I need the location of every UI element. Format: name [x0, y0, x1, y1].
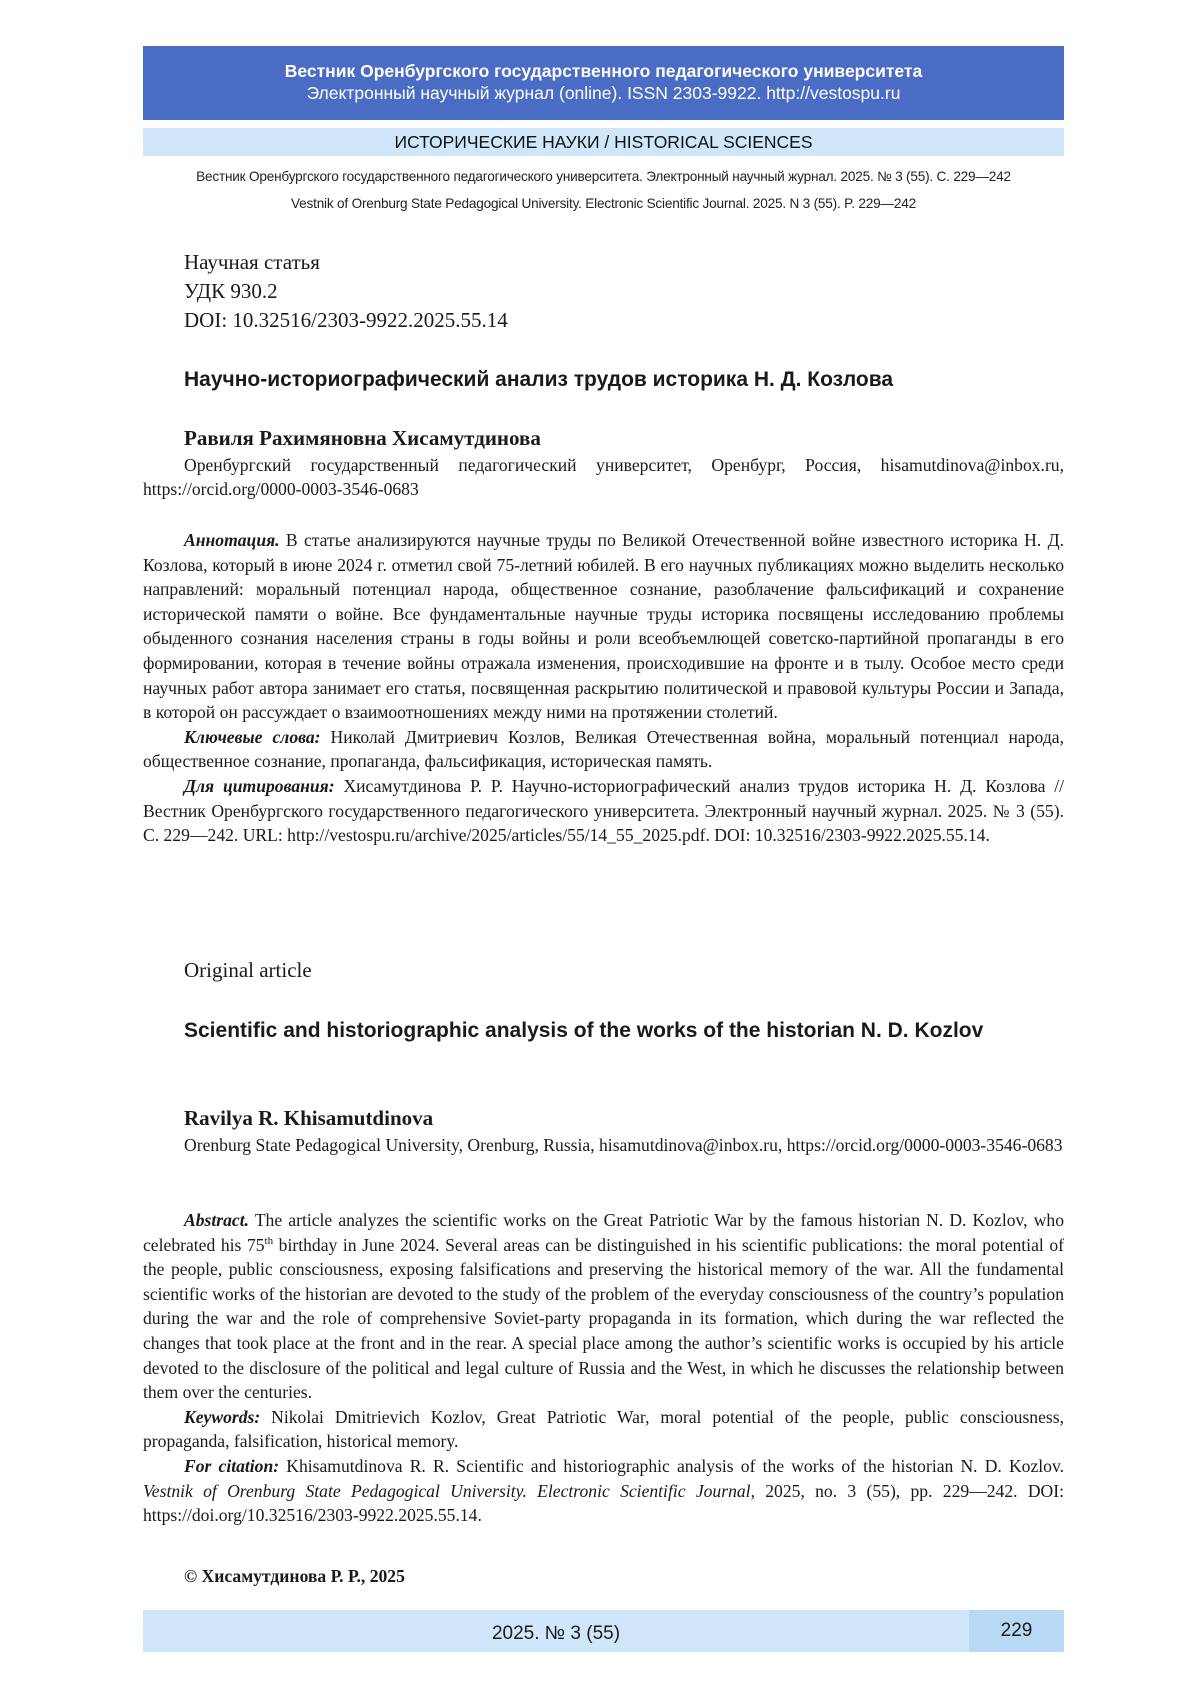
page-number: 229 [969, 1610, 1064, 1652]
doi: DOI: 10.32516/2303-9922.2025.55.14 [184, 308, 508, 332]
abstract-label-ru: Аннотация. [184, 530, 280, 550]
article-type: Научная статья [184, 250, 320, 274]
footer-issue: 2025. № 3 (55) [143, 1610, 969, 1652]
section-heading: ИСТОРИЧЕСКИЕ НАУКИ / HISTORICAL SCIENCES [143, 128, 1064, 156]
citation-text-ru: Хисамутдинова Р. Р. Научно-историографический анализ трудов историка Н. Д. Козлова // Вестник Оренбургского государственного педагогического университета. Электронный научный журнал. 2025. № 3 (55). С. 229—242. URL: http://vestospu.ru/archive/2025/articles/55/14_55_2025.pdf. DOI: 10.32516/2303-9922.2025.55.14. [143, 775, 1064, 846]
abstract-en [143, 1208, 1064, 1405]
citation-ru [143, 774, 1064, 848]
journal-title: Вестник Оренбургского государственного педагогического университета [284, 61, 923, 81]
citation-text-en-1: Khisamutdinova R. R. Scientific and historiographic analysis of the works of the historian N. D. Kozlov. [286, 1455, 1064, 1476]
citation-line-ru: Вестник Оренбургского государственного педагогического университета. Электронный научный журнал. 2025. № 3 (55). С. 229—242 [196, 169, 1011, 184]
author-name-ru: Равиля Рахимяновна Хисамутдинова [184, 426, 541, 450]
abstract-text-ru: В статье анализируются научные труды по Великой Отечественной войне известного историка Н. Д. Козлова, который в июне 2024 г. отметил свой 75-летний юбилей. В его научных публикациях можно выделить несколько направлений: моральный потенциал народа, общественное сознание, разоблачение фальсификаций и сохранение исторической памяти о войне. Все фундаментальные научные труды историка посвящены исследованию проблемы обыденного сознания населения страны в годы войны и роли всеобъемлющей советско-партийной пропаганды в его формировании, которая в течение войны отражала изменения, происходившие на фронте и в тылу. Особое место среди научных работ автора занимает его статья, посвященная раскрытию политической и правовой культуры России и Запада, в которой он рассуждает о взаимоотношениях между ними на протяжении столетий. [143, 530, 1064, 723]
udk-code: УДК 930.2 [184, 279, 278, 303]
author-affiliation-en: Orenburg State Pedagogical University, Orenburg, Russia, hisamutdinova@inbox.ru, https://orcid.org/0000-0003-3546-0683 [184, 1135, 1063, 1155]
ordinal-suffix: th [264, 1234, 274, 1247]
article-title-en: Scientific and historiographic analysis of the works of the historian N. D. Kozlov [184, 1019, 984, 1042]
keywords-text-en: Nikolai Dmitrievich Kozlov, Great Patriotic War, moral potential of the people, public consciousness, propaganda, falsification, historical memory. [143, 1406, 1064, 1452]
author-affiliation-ru: Оренбургский государственный педагогический университет, Оренбург, Россия, hisamutdinova@inbox.ru, https://orcid.org/0000-0003-3546-0683 [143, 455, 1064, 499]
journal-header [143, 46, 1064, 120]
citation-label-ru: Для цитирования: [184, 775, 335, 796]
abstract-block-ru [143, 528, 1064, 848]
abstract-text-en-1: The article analyzes the scientific works on the Great Patriotic War by the famous historian N. D. Kozlov, who celebrated his 75 [143, 1210, 1064, 1255]
citation-en [143, 1454, 1064, 1528]
article-type-en: Original article [184, 958, 312, 982]
journal-subtitle: Электронный научный журнал (online). ISSN 2303-9922. http://vestospu.ru [306, 83, 901, 103]
article-meta [184, 248, 508, 335]
abstract-label-en: Abstract. [184, 1210, 250, 1230]
author-name-en: Ravilya R. Khisamutdinova [184, 1106, 434, 1130]
citation-label-en: For citation: [184, 1455, 280, 1476]
citation-line-en: Vestnik of Orenburg State Pedagogical University. Electronic Scientific Journal. 2025. N 3 (55). P. 229—242 [291, 196, 916, 211]
copyright-notice: © Хисамутдинова Р. Р., 2025 [184, 1566, 405, 1586]
keywords-ru [143, 725, 1064, 774]
citation-journal-en: Vestnik of Orenburg State Pedagogical University. Electronic Scientific Journal [143, 1480, 751, 1501]
abstract-block-en [143, 1208, 1064, 1528]
keywords-en [143, 1405, 1064, 1454]
keywords-label-ru: Ключевые слова: [184, 726, 321, 747]
citation-text-en-2: , 2025, no. 3 (55), pp. 229—242. DOI: https://doi.org/10.32516/2303-9922.2025.55.14. [143, 1480, 1064, 1526]
keywords-label-en: Keywords: [184, 1406, 261, 1427]
keywords-text-ru: Николай Дмитриевич Козлов, Великая Отечественная война, моральный потенциал народа, общественное сознание, пропаганда, фальсификация, историческая память. [143, 726, 1064, 772]
abstract-text-en-2: birthday in June 2024. Several areas can be distinguished in his scientific publications: the moral potential of the people, public consciousness, exposing falsifications and preserving the historical memory of the war. All the fundamental scientific works of the historian are devoted to the study of the problem of the everyday consciousness of the country’s population during the war and the role of comprehensive Soviet-party propaganda in its formation, which during the war reflected the changes that took place at the front and in the rear. A special place among the author’s scientific works is occupied by his article devoted to the disclosure of the political and legal culture of Russia and the West, in which he discusses the relationship between them over the centuries. [143, 1234, 1064, 1403]
article-title-ru: Научно-историографический анализ трудов историка Н. Д. Козлова [184, 368, 894, 391]
abstract-ru [143, 528, 1064, 725]
